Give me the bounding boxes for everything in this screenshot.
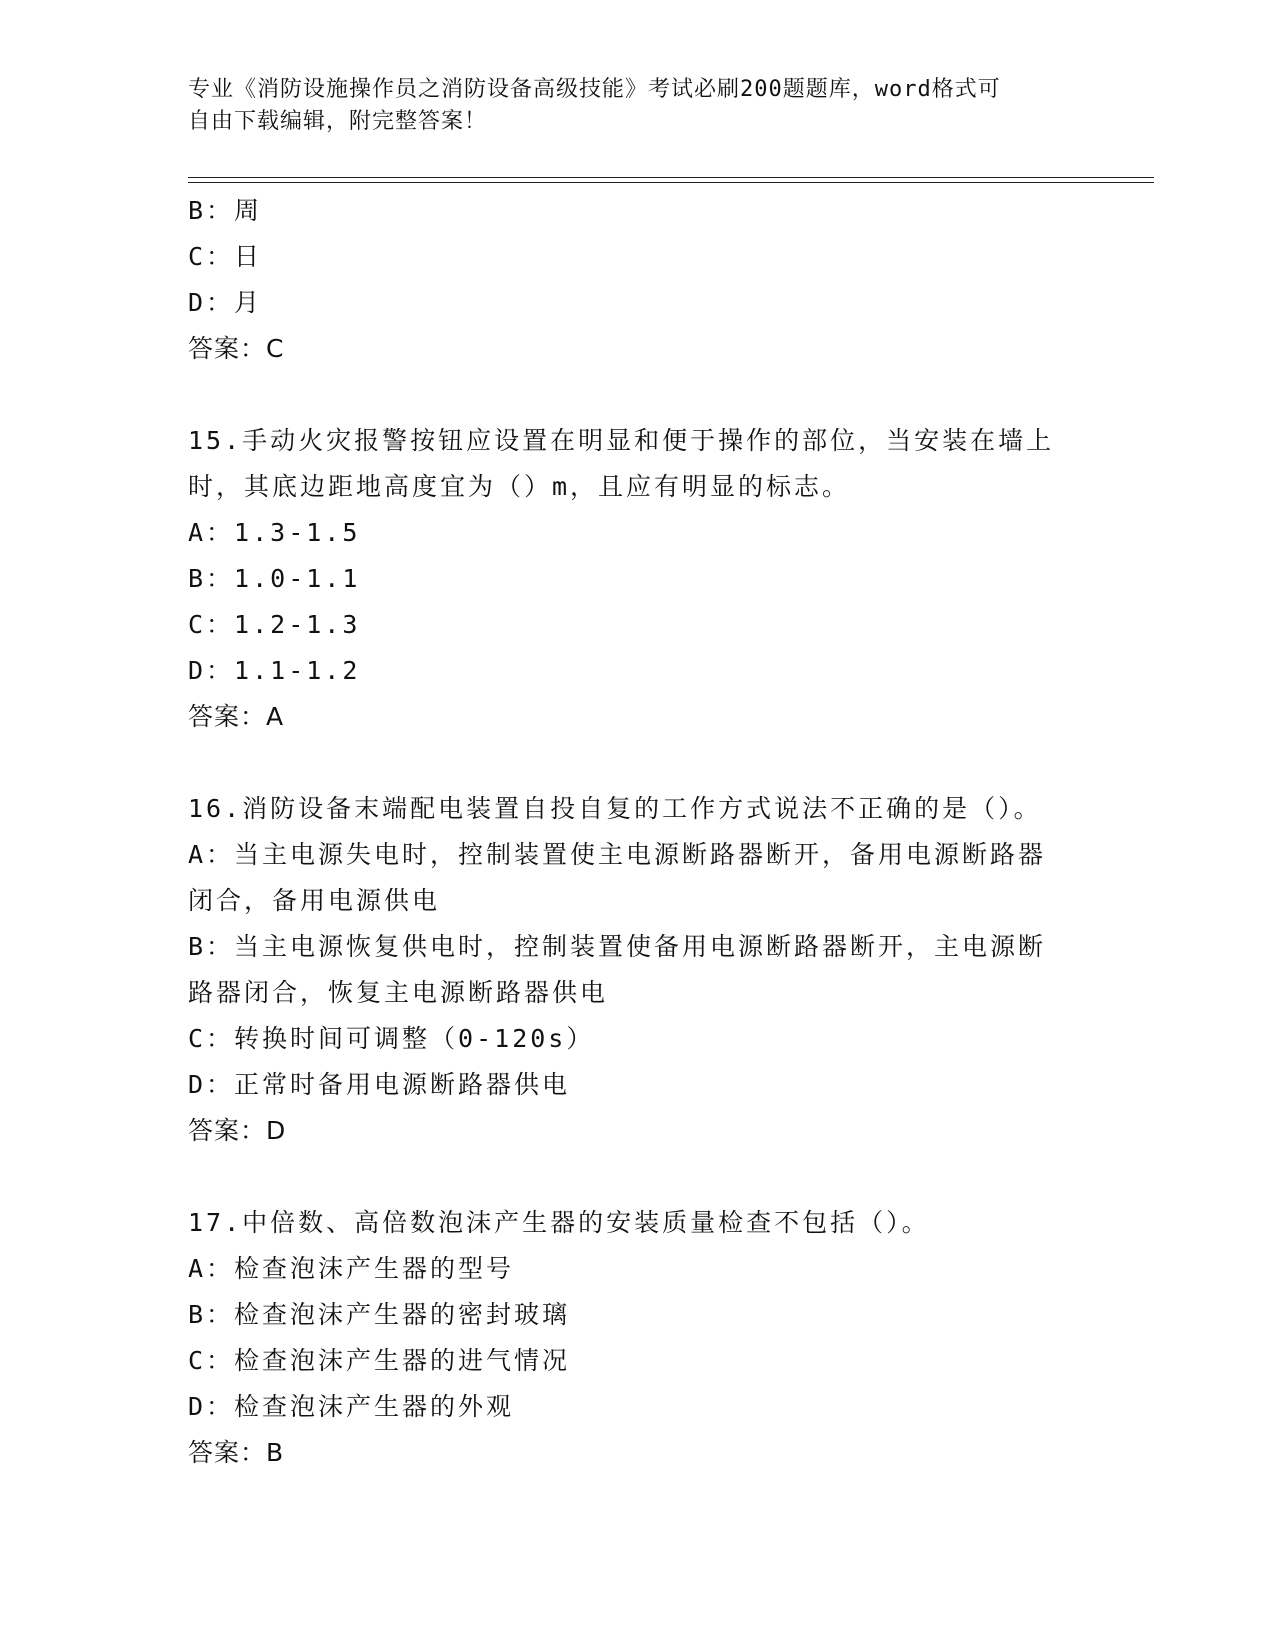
q16-option-c: C：转换时间可调整（0-120s） [188,1024,595,1053]
q17-stem: 17.中倍数、高倍数泡沫产生器的安装质量检查不包括（）。 [188,1208,930,1237]
q16-answer: 答案：D [188,1116,287,1145]
header-rule-bottom [188,182,1154,183]
question-15 [188,418,1088,740]
q15-option-a: A：1.3-1.5 [188,518,361,547]
q14-option-b: B：周 [188,196,263,225]
q14-answer: 答案：C [188,334,285,363]
q15-stem-line-1: 15.手动火灾报警按钮应设置在明显和便于操作的部位，当安装在墙上 [188,426,1055,455]
q16-option-b-line-1: B：当主电源恢复供电时，控制装置使备用电源断路器断开，主电源断 [188,932,1047,961]
q16-option-a-line-2: 闭合，备用电源供电 [188,886,441,915]
header-line-1: 专业《消防设施操作员之消防设备高级技能》考试必刷200题题库，word格式可 [188,77,1001,102]
q14-option-c: C：日 [188,242,263,271]
question-17 [188,1200,1088,1476]
q15-stem-line-2: 时，其底边距地高度宜为（）m，且应有明显的标志。 [188,472,851,501]
document-body [188,188,1088,1476]
q14-option-d: D：月 [188,288,263,317]
q17-option-a: A：检查泡沫产生器的型号 [188,1254,515,1283]
document-header [188,74,1068,138]
q16-option-d: D：正常时备用电源断路器供电 [188,1070,571,1099]
question-14-tail [188,188,1088,372]
question-16 [188,786,1088,1154]
q17-option-d: D：检查泡沫产生器的外观 [188,1392,515,1421]
header-line-2: 自由下载编辑，附完整答案！ [188,109,488,134]
q17-option-b: B：检查泡沫产生器的密封玻璃 [188,1300,571,1329]
q16-option-a-line-1: A：当主电源失电时，控制装置使主电源断路器断开，备用电源断路器 [188,840,1047,869]
spacer [188,740,1088,786]
q17-answer: 答案：B [188,1438,285,1467]
q15-option-d: D：1.1-1.2 [188,656,361,685]
q17-option-c: C：检查泡沫产生器的进气情况 [188,1346,571,1375]
spacer [188,1154,1088,1200]
q16-option-b-line-2: 路器闭合，恢复主电源断路器供电 [188,978,609,1007]
header-rule-top [188,177,1154,178]
q15-option-b: B：1.0-1.1 [188,564,361,593]
q15-option-c: C：1.2-1.3 [188,610,361,639]
q15-answer: 答案：A [188,702,285,731]
spacer [188,372,1088,418]
q16-stem: 16.消防设备末端配电装置自投自复的工作方式说法不正确的是（）。 [188,794,1042,823]
